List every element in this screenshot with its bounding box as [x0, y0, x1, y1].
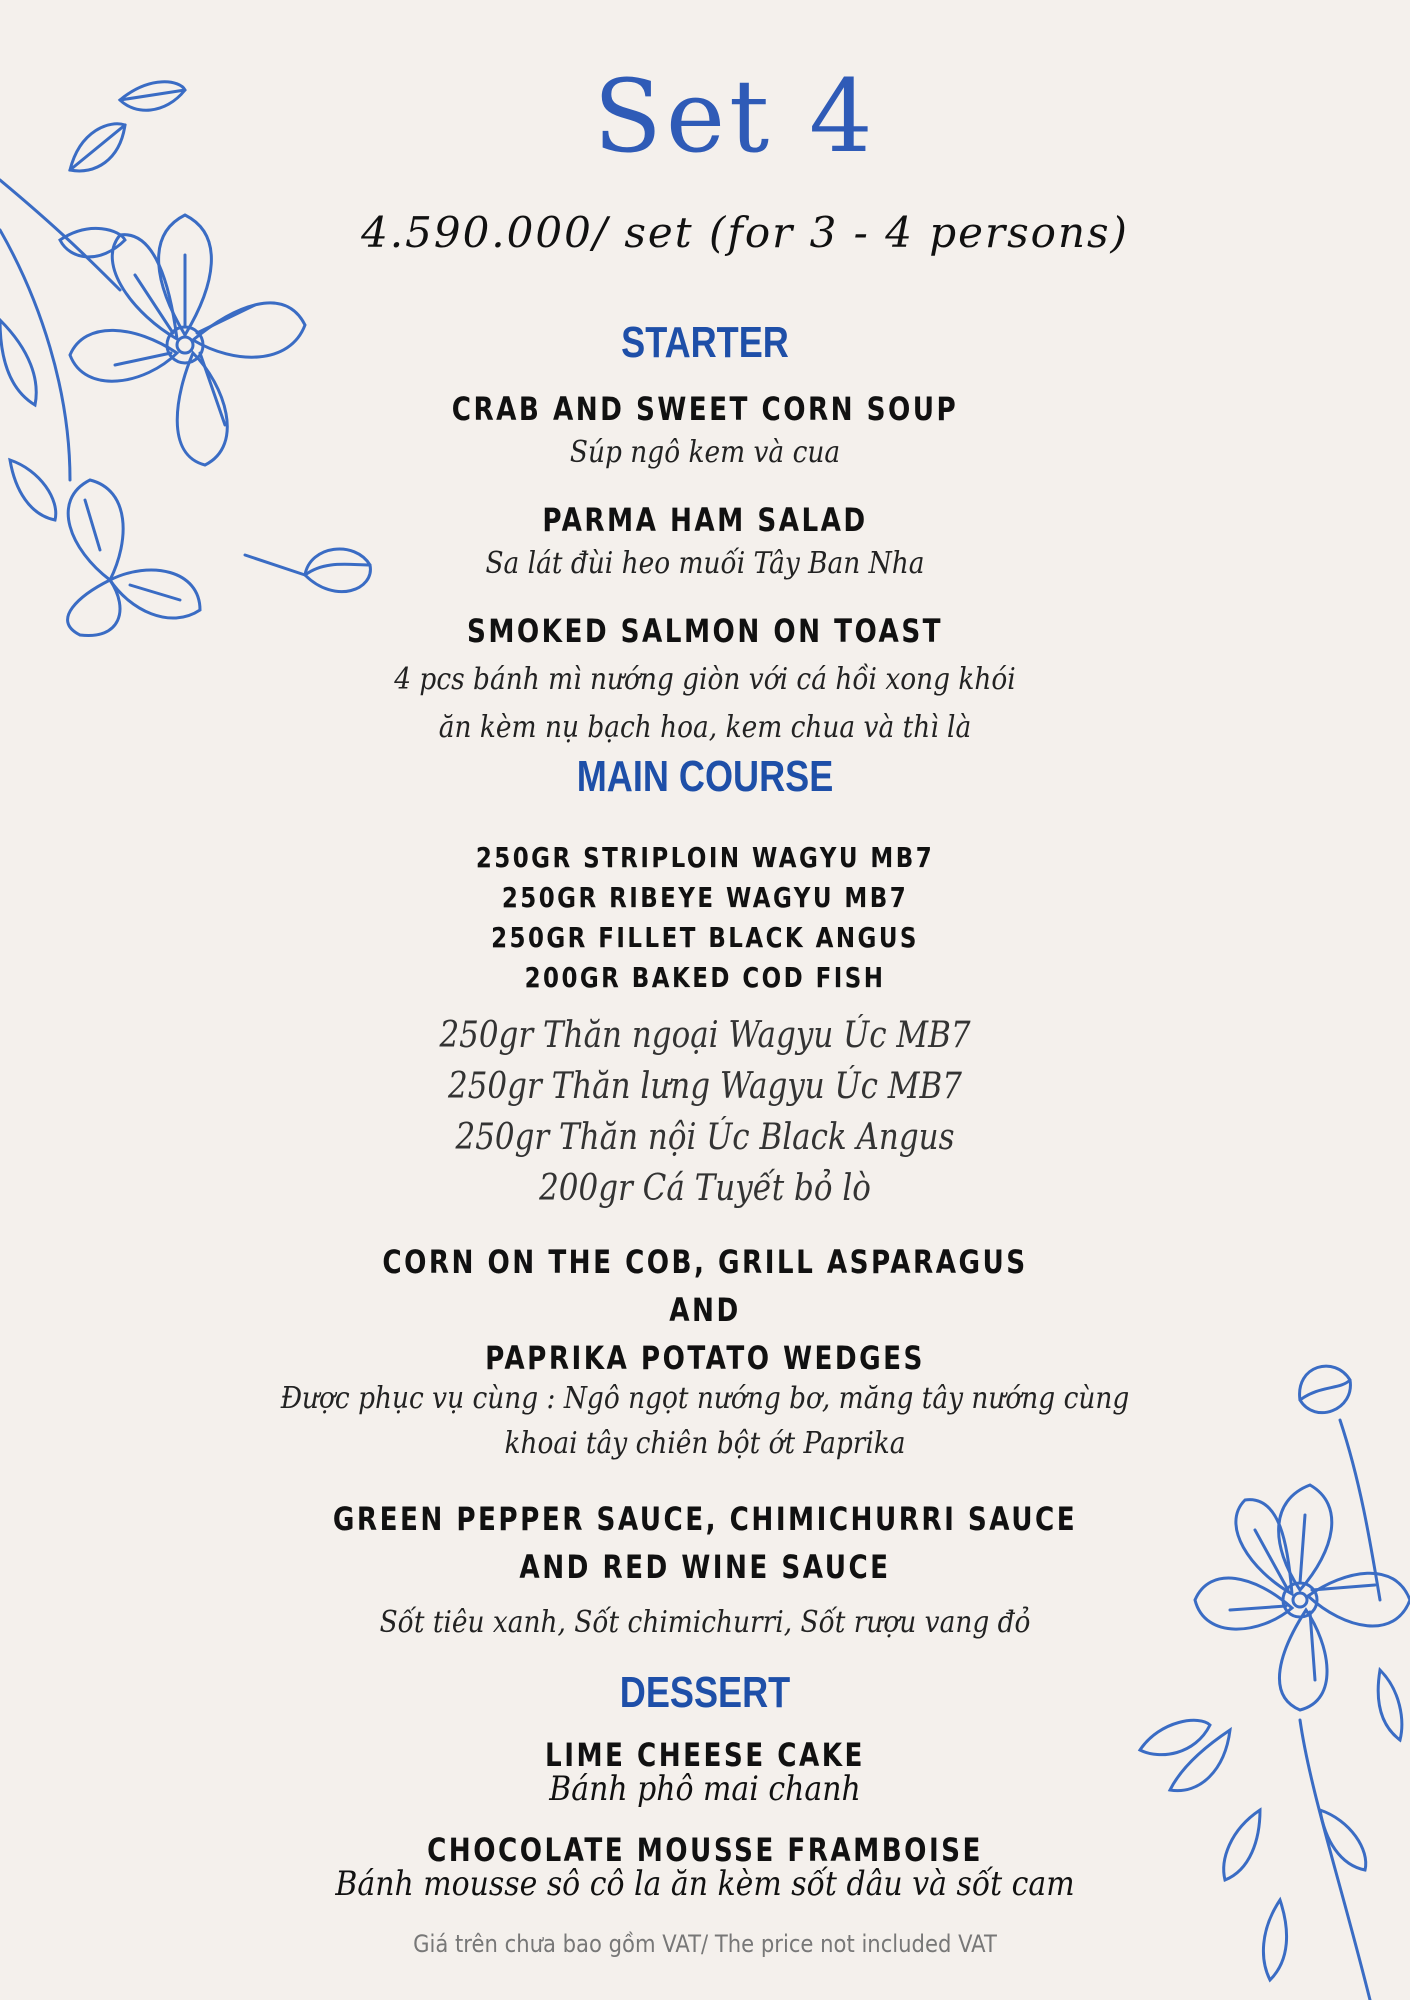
main-item-description: 250gr Thăn lưng Wagyu Úc MB7	[448, 1066, 962, 1107]
dish-description: Bánh mousse sô cô la ăn kèm sốt dâu và sốt cam	[335, 1864, 1075, 1904]
main-item-description: 250gr Thăn ngoại Wagyu Úc MB7	[439, 1015, 971, 1056]
dish-name: CHOCOLATE MOUSSE FRAMBOISE	[427, 1831, 983, 1869]
sides-description: Được phục vụ cùng : Ngô ngọt nướng bơ, măng tây nướng cùng	[280, 1381, 1130, 1416]
section-heading-dessert: DESSERT	[619, 1668, 791, 1717]
main-item: 250GR FILLET BLACK ANGUS	[491, 921, 919, 954]
dish-description: Bánh phô mai chanh	[549, 1769, 861, 1809]
dish-description: Súp ngô kem và cua	[569, 435, 841, 470]
main-item: 250GR RIBEYE WAGYU MB7	[501, 881, 909, 914]
page-title: Set 4	[593, 58, 877, 175]
dish-name: LIME CHEESE CAKE	[545, 1736, 865, 1774]
sides-line: CORN ON THE COB, GRILL ASPARAGUS	[382, 1243, 1028, 1281]
main-item: 200GR BAKED COD FISH	[524, 961, 886, 994]
sides-line: AND	[669, 1291, 741, 1329]
vat-footnote: Giá trên chưa bao gồm VAT/ The price not included VAT	[413, 1930, 997, 1958]
main-item-description: 250gr Thăn nội Úc Black Angus	[455, 1117, 955, 1158]
sides-description: khoai tây chiên bột ớt Paprika	[504, 1426, 906, 1461]
main-item-description: 200gr Cá Tuyết bỏ lò	[539, 1168, 871, 1209]
dish-description: 4 pcs bánh mì nướng giòn với cá hồi xong khói	[394, 662, 1016, 697]
sauces-line: AND RED WINE SAUCE	[519, 1548, 891, 1586]
dish-description: ăn kèm nụ bạch hoa, kem chua và thì là	[438, 710, 972, 745]
sauces-description: Sốt tiêu xanh, Sốt chimichurri, Sốt rượu vang đỏ	[379, 1605, 1031, 1640]
sauces-line: GREEN PEPPER SAUCE, CHIMICHURRI SAUCE	[332, 1500, 1078, 1538]
sides-line: PAPRIKA POTATO WEDGES	[485, 1339, 925, 1377]
dish-name: CRAB AND SWEET CORN SOUP	[451, 390, 959, 428]
dish-name: SMOKED SALMON ON TOAST	[466, 612, 944, 650]
section-heading-starter: STARTER	[621, 318, 789, 367]
dish-description: Sa lát đùi heo muối Tây Ban Nha	[485, 546, 925, 581]
section-heading-main-course: MAIN COURSE	[576, 752, 834, 801]
dish-name: PARMA HAM SALAD	[542, 501, 868, 539]
main-item: 250GR STRIPLOIN WAGYU MB7	[475, 841, 935, 874]
set-price: 4.590.000/ set (for 3 - 4 persons)	[361, 208, 1129, 257]
